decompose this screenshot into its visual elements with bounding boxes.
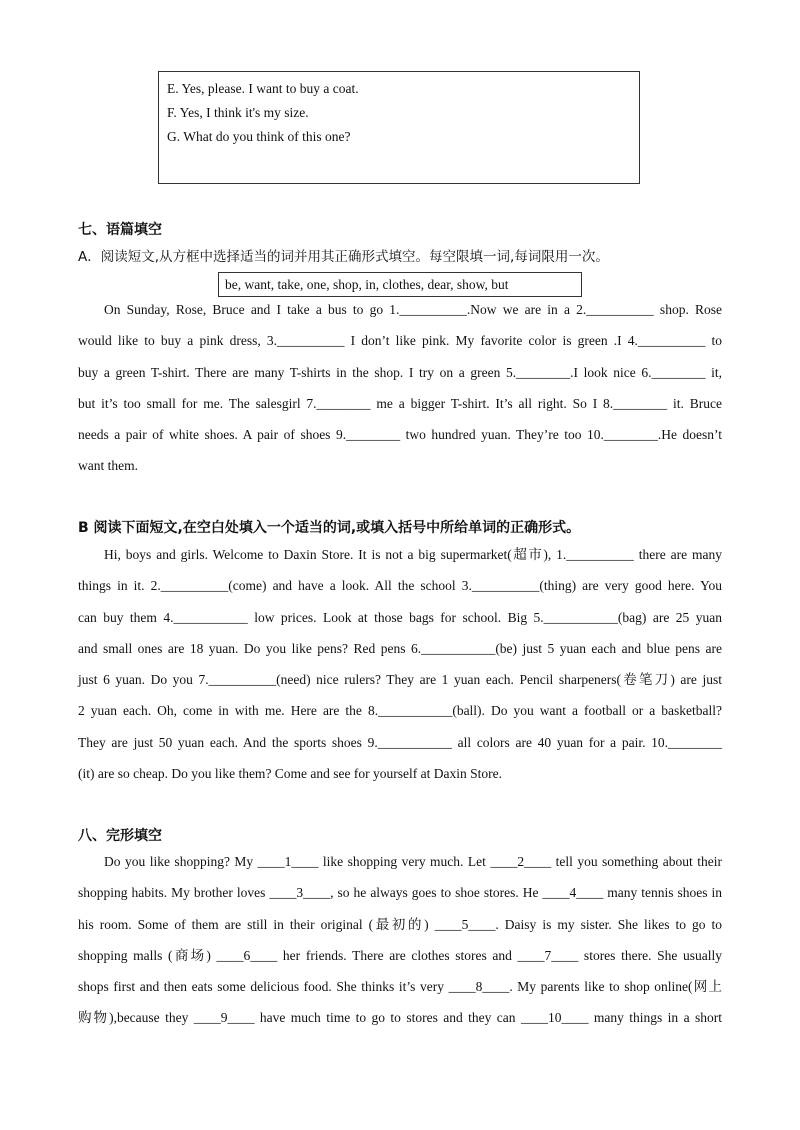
part-a-passage — [78, 298, 722, 486]
passage-line: needs a pair of white shoes. A pair of shoes 9.________ two hundred yuan. They’re too 10.________.He doesn’t — [78, 427, 722, 443]
passage-line: 2 yuan each. Oh, come in with me. Here are the 8.___________(ball). Do you want a football or a basketball? — [78, 703, 722, 719]
part-b-instruction: B 阅读下面短文,在空白处填入一个适当的词,或填入括号中所给单词的正确形式。 — [78, 520, 581, 536]
word-bank-box: be, want, take, one, shop, in, clothes, dear, show, but — [218, 272, 582, 297]
passage-line: shopping malls (商场) ____6____ her friends. There are clothes stores and ____7____ stores there. She usually — [78, 947, 722, 963]
passage-line: Do you like shopping? My ____1____ like shopping very much. Let ____2____ tell you something about their — [104, 854, 722, 869]
passage-line: but it’s too small for me. The salesgirl 7.________ me a bigger T-shirt. It’s all right. So I 8.________ it. Bruce — [78, 395, 722, 411]
section-8-heading: 八、完形填空 — [78, 828, 162, 844]
option-e: E. Yes, please. I want to buy a coat. — [167, 81, 359, 96]
passage-line: shopping habits. My brother loves ____3____, so he always goes to shoe stores. He ____4____ many tennis shoes in — [78, 885, 722, 901]
part-a-instruction: A．阅读短文,从方框中选择适当的词并用其正确形式填空。每空限填一词,每词限用一次。 — [78, 249, 609, 265]
passage-line: want them. — [78, 458, 138, 474]
option-f: F. Yes, I think it's my size. — [167, 105, 309, 120]
cloze-passage — [78, 850, 722, 1038]
answer-options-box — [158, 71, 640, 184]
passage-line: buy a green T-shirt. There are many T-shirts in the shop. I try on a green 5.________.I look nice 6.________ it, — [78, 364, 722, 380]
passage-line: They are just 50 yuan each. And the sports shoes 9.___________ all colors are 40 yuan for a pair. 10.________ — [78, 734, 722, 750]
option-g: G. What do you think of this one? — [167, 129, 351, 144]
section-7-heading: 七、语篇填空 — [78, 222, 162, 238]
passage-line: On Sunday, Rose, Bruce and I take a bus to go 1.__________.Now we are in a 2.__________ shop. Rose — [104, 302, 722, 317]
passage-line: just 6 yuan. Do you 7.__________(need) nice rulers? They are 1 yuan each. Pencil sharpeners(卷笔刀) are just — [78, 672, 722, 688]
passage-line: things in it. 2.__________(come) and have a look. All the school 3.__________(thing) are very good here. You — [78, 578, 722, 594]
part-b-passage — [78, 543, 722, 793]
passage-line: his room. Some of them are still in their original (最初的) ____5____. Daisy is my sister. She likes to go to — [78, 916, 722, 932]
passage-line: and small ones are 18 yuan. Do you like pens? Red pens 6.___________(be) just 5 yuan each and blue pens are — [78, 640, 722, 656]
passage-line: would like to buy a pink dress, 3.__________ I don’t like pink. My favorite color is green .I 4.__________ to — [78, 333, 722, 349]
passage-line: (it) are so cheap. Do you like them? Come and see for yourself at Daxin Store. — [78, 766, 502, 782]
passage-line: shops first and then eats some delicious food. She thinks it’s very ____8____. My parents like to shop online(网上 — [78, 979, 722, 995]
passage-line: 购物),because they ____9____ have much time to go to stores and they can ____10____ many things in a short — [78, 1010, 722, 1026]
passage-line: can buy them 4.___________ low prices. Look at those bags for school. Big 5.___________(bag) are 25 yuan — [78, 609, 722, 625]
passage-line: Hi, boys and girls. Welcome to Daxin Store. It is not a big supermarket(超市), 1.__________ there are many — [104, 547, 722, 562]
